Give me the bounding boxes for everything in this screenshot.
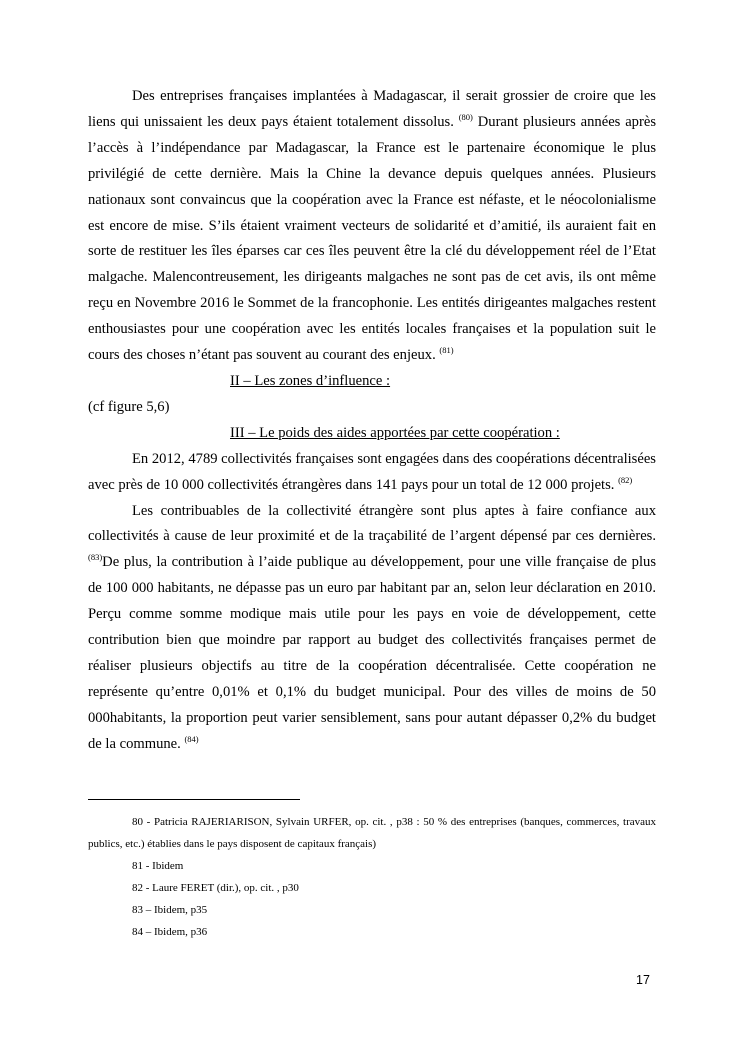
footnote-84: 84 – Ibidem, p36	[132, 926, 208, 938]
footnote-ref-82: (82)	[618, 474, 633, 485]
figure-reference: (cf figure 5,6)	[88, 398, 170, 415]
paragraph-1	[88, 84, 656, 369]
paragraph-2-text: En 2012, 4789 collectivités françaises sont engagées dans des coopérations décentralisées avec près de 10 000 collectivités étrangères dans 141 pays pour un total de 12 000 projets.	[88, 450, 656, 493]
paragraph-1-text-b: Durant plusieurs années après l’accès à l’indépendance par Madagascar, la France est le partenaire économique le plus privilégié de cette dernière. Mais la Chine la devance depuis quelques années. Plusieurs nationaux sont convaincus que la coopération avec la France est néfaste, et le néocolonialisme est encore de mise. S’ils étaient vraiment vecteurs de solidarité et d’amitié, ils auraient fait en sorte de restituer les îles éparses car ces îles peuvent être la clé du développement réel de l’Etat malgache. Malencontreusement, les dirigeants malgaches ne sont pas de cet avis, ils ont même reçu en Novembre 2016 le Sommet de la francophonie. Les entités dirigeantes malgaches restent enthousiastes pour une coopération avec les entités locales françaises et la population suit le cours des choses n’étant pas souvent au courant des enjeux.	[88, 113, 656, 364]
paragraph-1-text-a: Des entreprises françaises implantées à Madagascar, il serait grossier de croire que les liens qui unissaient les deux pays étaient totalement dissolus.	[88, 88, 656, 130]
footnote-81: 81 - Ibidem	[132, 860, 184, 872]
paragraph-3-text-b: De plus, la contribution à l’aide publique au développement, pour une ville française de plus de 100 000 habitants, ne dépasse pas un euro par habitant par an, selon leur déclaration en 2010. Perçu comme somme modique mais utile pour les pays en voie de développement, cette contribution bien que moindre par rapport au budget des collectivités françaises permet de réaliser plusieurs objectifs au titre de la coopération décentralisée. Cette coopération ne représente qu’entre 0,01% et 0,1% du budget municipal. Pour des villes de moins de 50 000habitants, la proportion peut varier sensiblement, sans pour autant dépasser 0,2% du budget de la commune.	[88, 554, 656, 752]
paragraph-2	[88, 447, 656, 499]
section-2-heading: II – Les zones d’influence :	[230, 372, 391, 389]
footnote-83: 83 – Ibidem, p35	[132, 904, 208, 916]
footnotes	[88, 811, 656, 943]
paragraph-3	[88, 499, 656, 758]
paragraph-3-text-a: Les contribuables de la collectivité étrangère sont plus aptes à faire confiance aux collectivités à cause de leur proximité et de la traçabilité de l’argent dépensé par ces dernières.	[88, 502, 656, 545]
footnote-80: 80 - Patricia RAJERIARISON, Sylvain URFER, op. cit. , p38 : 50 % des entreprises (banques, commerces, travaux publics, etc.) établies dans le pays disposent de capitaux français)	[88, 816, 656, 850]
section-3-heading: III – Le poids des aides apportées par cette coopération :	[230, 424, 560, 441]
footnote-ref-84: (84)	[184, 733, 199, 744]
page-number: 17	[636, 973, 650, 987]
footnote-ref-80: (80)	[458, 111, 473, 122]
main-text	[88, 84, 656, 758]
footnote-separator	[88, 799, 300, 800]
footnote-ref-83: (83)	[88, 552, 103, 563]
footnote-82: 82 - Laure FERET (dir.), op. cit. , p30	[132, 882, 299, 894]
footnote-ref-81: (81)	[439, 345, 454, 356]
